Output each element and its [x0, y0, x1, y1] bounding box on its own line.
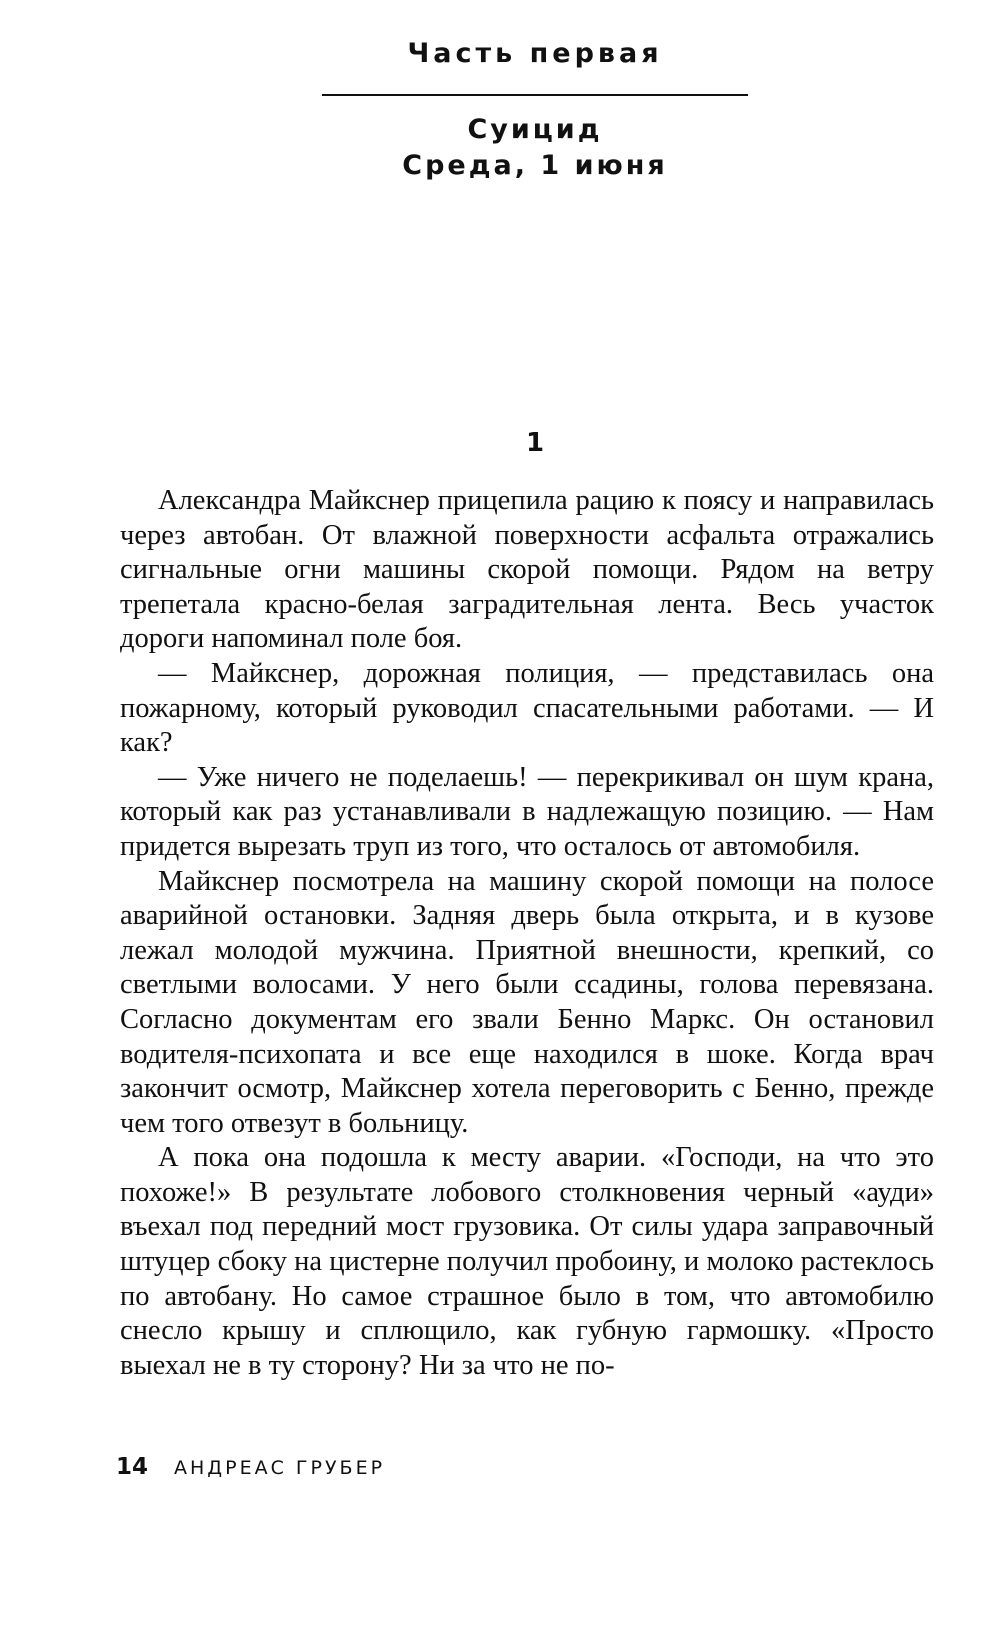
part-name: Суицид: [467, 114, 603, 145]
page-number: 14: [116, 1454, 149, 1480]
section-heading: [322, 112, 748, 184]
date-line: Среда, 1 июня: [402, 150, 668, 181]
title-divider: [322, 94, 748, 96]
paragraph: — Уже ничего не поделаешь! — перекрикивал он шум крана, который как раз устанавливали в надлежащую позицию. — Нам придется вырезать труп из того, что осталось от автомобиля.: [120, 761, 934, 862]
paragraph: Майкснер посмотрела на машину скорой помощи на полосе аварийной остановки. Задняя дверь была открыта, и в кузове лежал молодой мужчина. Приятной внешности, крепкий, со светлыми волосами. У него были ссадины, голова перевязана. Согласно документам его звали Бенно Маркс. Он остановил водителя-психопата и все еще находился в шоке. Когда врач закончит осмотр, Майкснер хотела переговорить с Бенно, прежде чем того отвезут в больницу.: [120, 865, 934, 1139]
author-name: АНДРЕАС ГРУБЕР: [174, 1457, 386, 1479]
page-footer: [116, 1454, 385, 1480]
body-text: [120, 484, 934, 1383]
chapter-number: 1: [525, 428, 545, 458]
paragraph: Александра Майкснер прицепила рацию к поясу и направилась через автобан. От влажной поверхности асфальта отражались сигнальные огни машины скорой помощи. Рядом на ветру трепетала красно-белая заградительная лента. Весь участок дороги напоминал поле боя.: [120, 485, 934, 655]
part-title: Часть первая: [407, 38, 663, 69]
paragraph: — Майкснер, дорожная полиция, — представилась она пожарному, который руководил спасательными работами. — И как?: [120, 657, 934, 759]
paragraph: А пока она подошла к месту аварии. «Господи, на что это похоже!» В результате лобового столкновения черный «ауди» въехал под передний мост грузовика. От силы удара заправочный штуцер сбоку на цистерне получил пробоину, и молоко растеклось по автобану. Но самое страшное было в том, что автомобилю снесло крышу и сплющило, как губную гармошку. «Просто выехал не в ту сторону? Ни за что не по-: [120, 1142, 934, 1381]
